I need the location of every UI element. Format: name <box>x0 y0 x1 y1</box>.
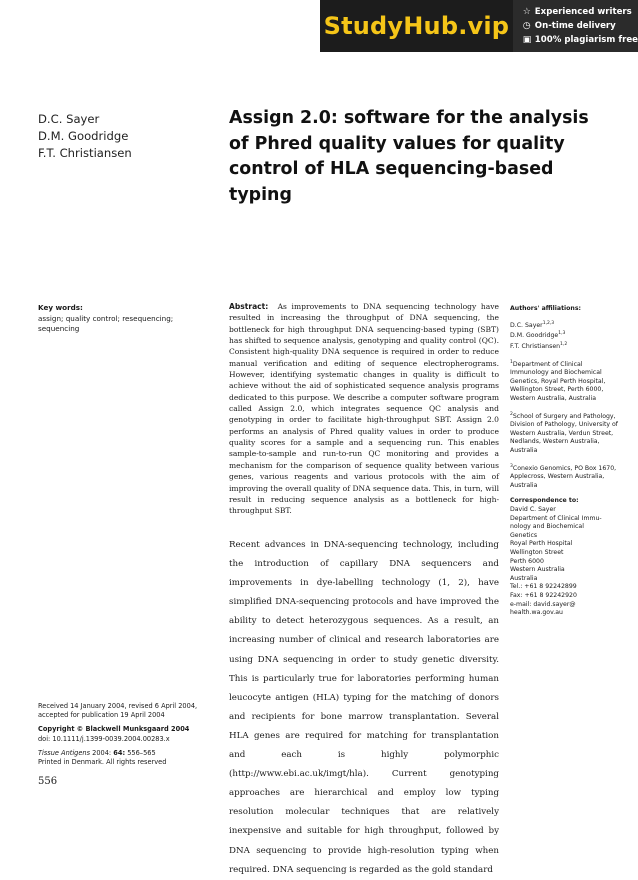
studyhub-logo[interactable] <box>320 0 513 52</box>
email-line[interactable]: health.wa.gov.au <box>510 609 563 617</box>
author-name: D.M. Goodridge <box>38 129 129 143</box>
affiliation-author: D.C. Sayer$^{1,2,3}$ <box>510 320 555 329</box>
correspondence-line: Australia <box>510 574 538 582</box>
intro-paragraph: Recent advances in DNA-sequencing technology, including the introduction of capillary DNA sequencers and improvements in dye-labelling technology (1, 2), have simplified DNA-sequencing protocols and have improved the ability to detect heterozygous sequences. As a result, an increasing number of clinical and research laboratories are using DNA sequencing in order to study genetic diversity. This is particularly true for laboratories performing human leucocyte antigen (HLA) typing for the matching of donors and recipients for bone marrow transplantation. Several HLA genes are required for matching for transplantation and each is highly polymorphic (http://www.ebi.ac.uk/imgt/hla). Current genotyping approaches are hierarchical and employ low typing resolution molecular techniques that are relatively inexpensive and suitable for high throughput, followed by DNA sequencing to provide high-resolution typing when required. DNA sequencing is regarded as the gold standard <box>229 540 499 875</box>
affiliation-author: D.M. Goodridge$^{1,3}$ <box>510 331 566 340</box>
logo-text: StudyHub.vip <box>323 12 510 40</box>
correspondence-line: Genetics <box>510 531 538 539</box>
keywords-text: assign; quality control; resequencing; sequencing <box>38 313 174 333</box>
perks-list <box>513 0 638 52</box>
perk-item <box>523 33 638 47</box>
certificate-icon: ▣ <box>522 35 532 45</box>
correspondence-heading: Correspondence to: <box>510 497 579 505</box>
affiliation-item: $^3$Conexio Genomics, PO Box 1670, Applecross, Western Australia, Australia <box>510 463 617 489</box>
keywords-label: Key words: <box>38 303 83 312</box>
correspondence-line: Perth 6000 <box>510 557 544 565</box>
correspondence-line: Department of Clinical Immu- <box>510 514 602 522</box>
received-dates: Received 14 January 2004, revised 6 April 2004, accepted for publication 19 April 2004 <box>38 702 198 720</box>
correspondence-line: Fax: +61 8 92242920 <box>510 592 577 599</box>
correspondence-block <box>510 506 622 618</box>
correspondence-line: Tel.: +61 8 92242899 <box>510 583 577 591</box>
abstract-text: As improvements to DNA sequencing technology have resulted in increasing the throughput of DNA sequencing, the bottleneck for high throughput DNA sequencing-based typing (SBT) has shifted to sequence analysis, genotyping and quality control (QC). Consistent high-quality DNA sequence is required in order to reduce manual verification and editing of sequence electropherograms. However, identifying systematic changes in quality is difficult to achieve without the aid of sophisticated sequence analysis programs dedicated to this purpose. We describe a computer software program called Assign 2.0, which integrates sequence QC analysis and genotyping in order to facilitate high-throughput SBT. Assign 2.0 performs an analysis of Phred quality values in order to produce quality scores for a sample and a sequencing run. This enables sample-to-sample and run-to-run QC monitoring and provides a mechanism for the comparison of sequence quality between various genes, various reagents and various protocols with the aim of improving the overall quality of DNA sequence data. This, in turn, will result in reducing sequence analysis as a bottleneck for high-throughput SBT. <box>229 302 499 516</box>
page-number: 556 <box>38 776 58 787</box>
abstract-label: Abstract: <box>229 302 269 311</box>
star-outline-icon: ☆ <box>522 7 531 17</box>
abstract <box>229 301 499 517</box>
perk-text: Experienced writers <box>534 7 632 17</box>
copyright-line: Copyright © Blackwell Munksgaard 2004 <box>38 725 190 734</box>
printed-line: Printed in Denmark. All rights reserved <box>38 758 167 767</box>
author-name: D.C. Sayer <box>38 112 100 126</box>
affiliation-author: F.T. Christiansen$^{1,2}$ <box>510 341 568 350</box>
correspondence-line: Wellington Street <box>510 549 564 557</box>
correspondence-line: Royal Perth Hospital <box>510 540 573 548</box>
correspondence-line: nology and Biochemical <box>510 523 584 531</box>
keywords-block <box>38 303 208 335</box>
article-title: Assign 2.0: software for the analysis of Phred quality values for quality control of HLA sequencing-based typing <box>229 108 589 205</box>
perk-text: On-time delivery <box>534 21 616 31</box>
perk-text: 100% plagiarism free <box>534 35 638 45</box>
clock-icon: ◷ <box>522 21 531 31</box>
affiliation-authors <box>510 320 622 352</box>
author-name: F.T. Christiansen <box>38 146 132 160</box>
promo-banner[interactable] <box>320 0 638 52</box>
perk-item <box>523 19 638 33</box>
correspondence-line: Western Australia <box>510 566 565 574</box>
perk-item <box>523 5 638 19</box>
doi: doi: 10.1111/j.1399-0039.2004.00283.x <box>38 734 170 743</box>
affiliations-column <box>510 305 622 618</box>
email-line[interactable]: e-mail: david.sayer@ <box>510 600 576 608</box>
journal-citation: Tissue Antigens 2004: 64: 556–565 <box>38 748 156 757</box>
affiliations-heading: Authors' affiliations: <box>510 305 581 312</box>
publication-info <box>38 702 218 767</box>
affiliation-item: $^2$School of Surgery and Pathology, Division of Pathology, University of Western Australia, Verdun Street, Nedlands, Western Australia, Australia <box>510 411 618 455</box>
correspondence-line: David C. Sayer <box>510 506 556 514</box>
author-list <box>38 111 132 162</box>
affiliation-item: $^1$Department of Clinical Immunology and Biochemical Genetics, Royal Perth Hospital, Wellington Street, Perth 6000, Western Australia, Australia <box>510 359 606 402</box>
